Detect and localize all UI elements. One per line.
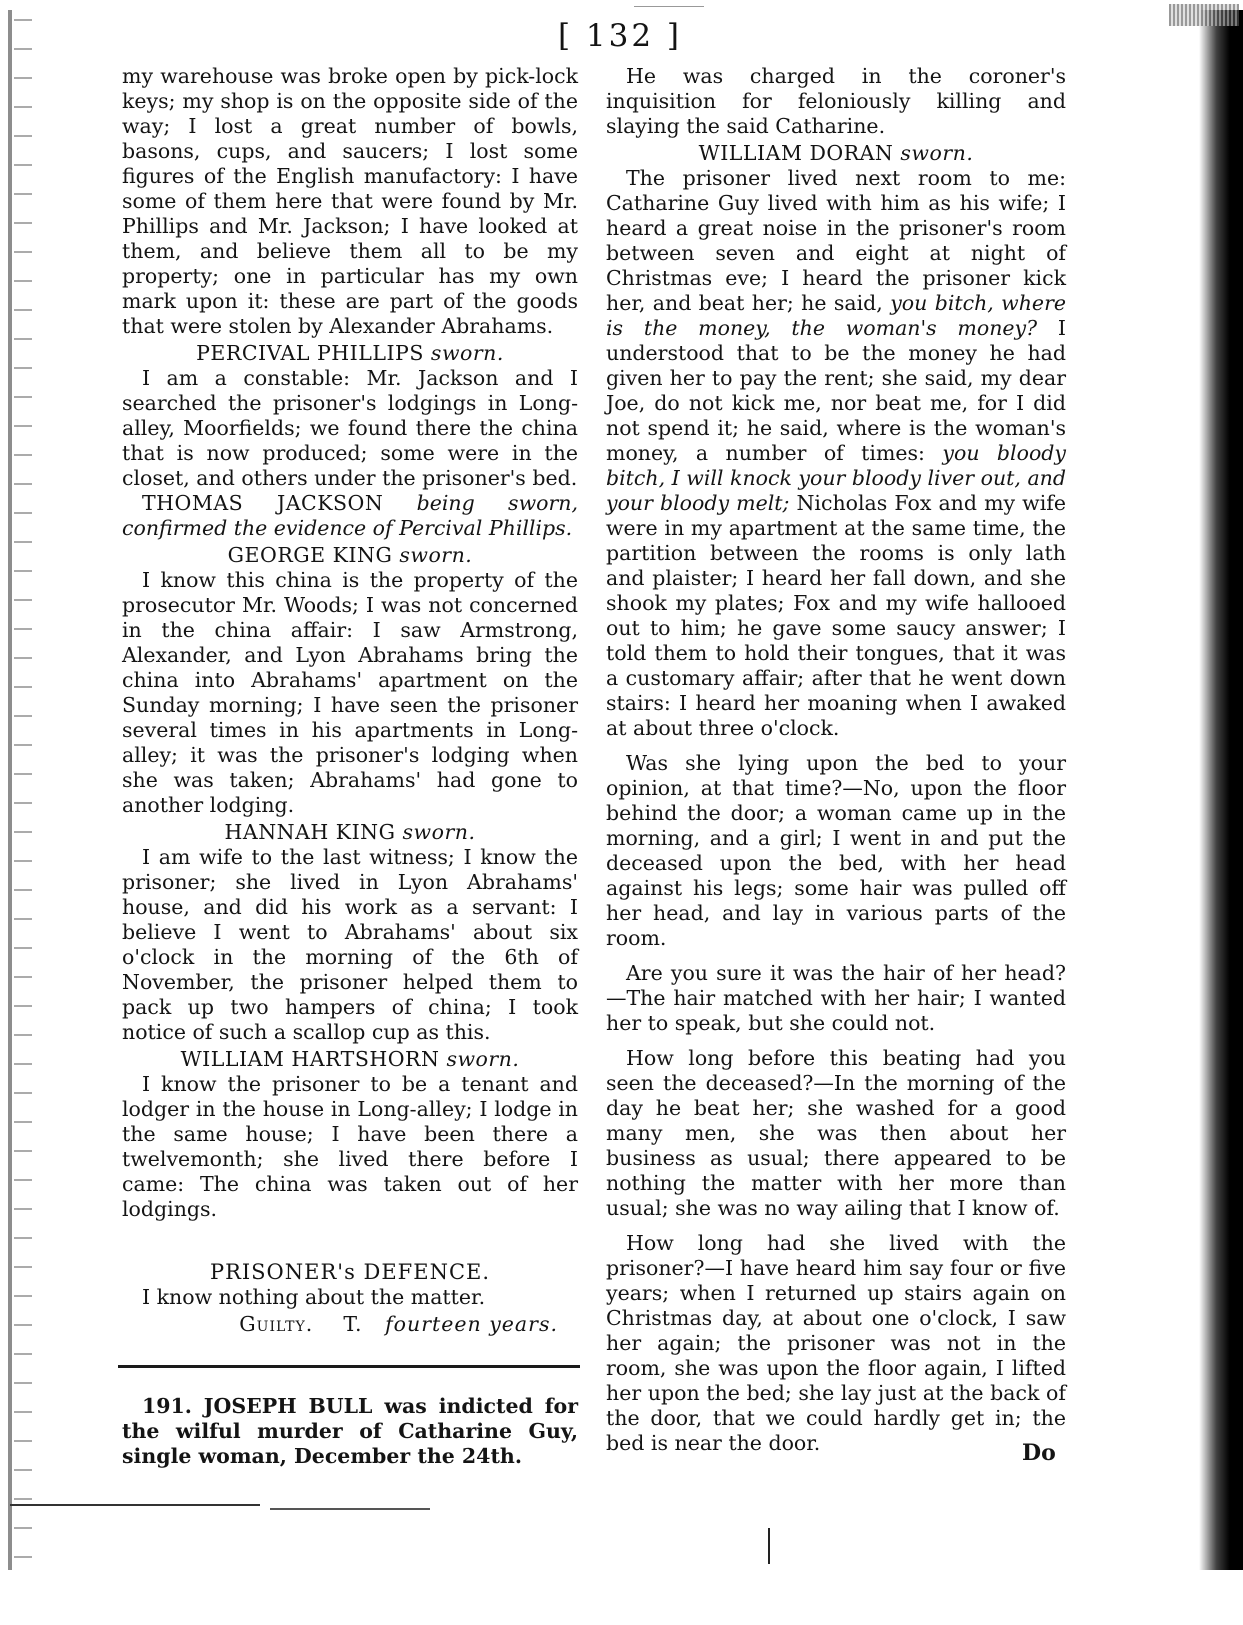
case-indictment: 191. JOSEPH BULL was indicted for the wilful murder of Catharine Guy, single woman, December the 24th. bbox=[122, 1394, 578, 1468]
sworn-note: being sworn, confirmed the evidence of Percival Phillips. bbox=[122, 491, 578, 540]
case-divider-rule bbox=[118, 1365, 580, 1368]
intro-paragraph: my warehouse was broke open by pick-lock keys; my shop is on the opposite side of the way; I lost a great number of bowls, basons, cups, and saucers; I lost some figures of the English manufactory: I have some of them here that were found by Mr. Phillips and Mr. Jackson; I have looked at them, and believe them all to be my property; one in particular has my own mark upon it: these are part of the goods that were stolen by Alexander Abrahams. bbox=[122, 64, 578, 338]
coroner-paragraph: He was charged in the coroner's inquisition for feloniously killing and slaying the said Catharine. bbox=[606, 64, 1066, 138]
corner-scan-mark bbox=[1169, 4, 1239, 26]
bottom-tick-mark bbox=[768, 1528, 770, 1564]
catchword: Do bbox=[1022, 1440, 1056, 1466]
witness-name: GEORGE KING bbox=[227, 543, 393, 567]
sworn-note: sworn. bbox=[430, 341, 504, 365]
witness-name: THOMAS JACKSON bbox=[142, 491, 384, 515]
sworn-note: sworn. bbox=[446, 1047, 520, 1071]
right-edge-scan-shadow bbox=[1199, 10, 1243, 1570]
left-edge-scan-artifact bbox=[14, 10, 32, 1570]
testimony-part: The prisoner lived next room to me: Catharine Guy lived with him as his wife; I heard a great noise in the prisoner's room between seven and eight at night of Christmas eve; I heard the prisoner kick her, and beat her; he said, bbox=[606, 166, 1066, 315]
question-answer-1: Was she lying upon the bed to your opinion, at that time?—No, upon the floor behind the door; a woman came up in the morning, and a girl; I went in and put the deceased upon the bed, with her head against his legs; some hair was pulled off her head, and lay in various parts of the room. bbox=[606, 751, 1066, 950]
quoted-speech: you bitch, where is the money, the woman's money? bbox=[606, 291, 1066, 340]
bottom-rule bbox=[10, 1504, 260, 1506]
right-column bbox=[606, 64, 1066, 1456]
defence-text: I know nothing about the matter. bbox=[142, 1285, 486, 1309]
witness-heading-george-king bbox=[122, 543, 578, 568]
witness-name: WILLIAM DORAN bbox=[698, 141, 894, 165]
witness-heading-hannah-king bbox=[122, 820, 578, 845]
witness-heading-jackson bbox=[122, 491, 578, 541]
quoted-speech: you bloody bitch, I will knock your bloody liver out, and your bloody melt; bbox=[606, 441, 1066, 515]
witness-name: WILLIAM HARTSHORN bbox=[180, 1047, 440, 1071]
defence-heading: PRISONER's DEFENCE. bbox=[209, 1260, 491, 1284]
testimony-phillips: I am a constable: Mr. Jackson and I searched the prisoner's lodgings in Long-alley, Moorfields; we found there the china that is now produced; some were in the closet, and others under the prisoner's bed. bbox=[122, 366, 578, 490]
bottom-rule bbox=[270, 1508, 430, 1510]
sworn-note: sworn. bbox=[399, 543, 473, 567]
testimony-part: Nicholas Fox and my wife were in my apartment at the same time, the partition between the rooms is only lath and plaister; I heard her fall down, and she shook my plates; Fox and my wife hallooed out to him; he gave some saucy answer; I told them to hold their tongues, that it was a customary affair; after that he went down stairs: I heard her moaning when I awaked at about three o'clock. bbox=[606, 491, 1066, 740]
question-answer-4: How long had she lived with the prisoner?—I have heard him say four or five years; when I returned up stairs again on Christmas day, at about one o'clock, I saw her again; the prisoner was not in the room, she was upon the floor again, I lifted her upon the bed; she lay just at the back of the door, that we could hardly get in; the bed is near the door. bbox=[606, 1231, 1066, 1455]
witness-name: HANNAH KING bbox=[224, 820, 396, 844]
witness-heading-hartshorn bbox=[122, 1047, 578, 1072]
verdict bbox=[122, 1312, 578, 1337]
witness-name: PERCIVAL PHILLIPS bbox=[196, 341, 424, 365]
sworn-note: sworn. bbox=[900, 141, 974, 165]
question-answer-2: Are you sure it was the hair of her head?—The hair matched with her hair; I wanted her to speak, but she could not. bbox=[606, 961, 1066, 1035]
verdict-term: fourteen years. bbox=[385, 1312, 558, 1336]
sworn-note: sworn. bbox=[402, 820, 476, 844]
testimony-george-king: I know this china is the property of the prosecutor Mr. Woods; I was not concerned in the china affair: I saw Armstrong, Alexander, and Lyon Abrahams bring the china into Abrahams' apartment on the Sunday morning; I have seen the prisoner several times in his apartments in Long-alley; it was the prisoner's lodging when she was taken; Abrahams' had gone to another lodging. bbox=[122, 568, 578, 817]
page-number: [ 132 ] bbox=[557, 18, 683, 54]
header-rule bbox=[634, 6, 704, 7]
question-answer-3: How long before this beating had you seen the deceased?—In the morning of the day he beat her; she washed for a good many men, she was then about her business as usual; there appeared to be nothing the matter with her more than usual; she was no way ailing that I know of. bbox=[606, 1046, 1066, 1220]
verdict-sentence: T. bbox=[343, 1312, 363, 1336]
testimony-hannah-king: I am wife to the last witness; I know the prisoner; she lived in Lyon Abrahams' house, and did his work as a servant: I believe I went to Abrahams' about six o'clock in the morning of the 6th of November, the prisoner helped them to pack up two hampers of china; I took notice of such a scallop cup as this. bbox=[122, 845, 578, 1044]
left-column bbox=[122, 64, 578, 1469]
testimony-doran bbox=[606, 166, 1066, 741]
witness-heading-doran bbox=[606, 141, 1066, 166]
testimony-hartshorn: I know the prisoner to be a tenant and lodger in the house in Long-alley; I lodge in the same house; I have been there a twelvemonth; she lived there before I came: The china was taken out of her lodgings. bbox=[122, 1072, 578, 1221]
verdict-word: Guilty. bbox=[239, 1312, 314, 1336]
testimony-part: I understood that to be the money he had given her to pay the rent; she said, my dear Joe, do not kick me, nor beat me, for I did not spend it; he said, where is the woman's money, a number of times: bbox=[606, 316, 1066, 465]
witness-heading-phillips bbox=[122, 341, 578, 366]
